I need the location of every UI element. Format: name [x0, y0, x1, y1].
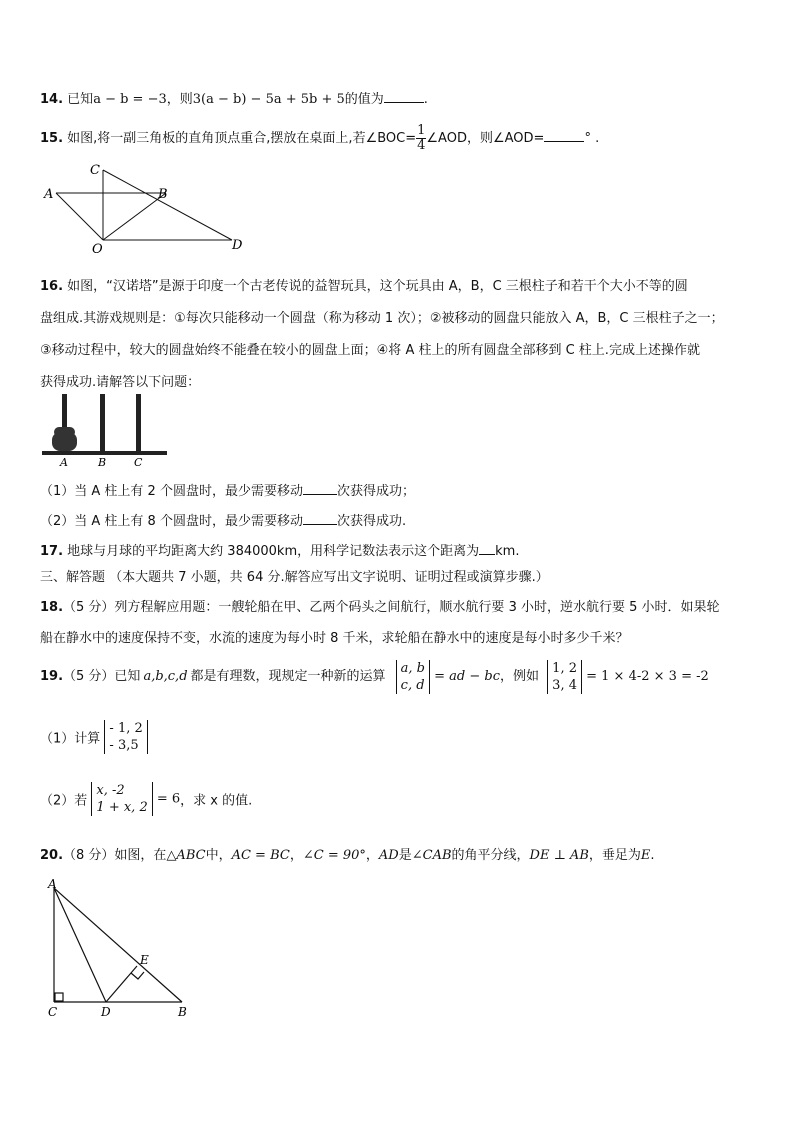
hanoi-tower-figure — [38, 392, 168, 472]
label-o: O — [92, 242, 103, 255]
label-a: A — [60, 456, 68, 469]
determinant-sub2: x, -2 1 + x, 2 — [91, 782, 152, 816]
label-a: A — [48, 877, 57, 891]
question-number: 18. — [40, 600, 64, 615]
question-16-sub2: （2）当 A 柱上有 8 个圆盘时，最少需要移动 次获得成功. — [40, 514, 407, 529]
label-d: D — [101, 1005, 111, 1019]
label-e: E — [140, 953, 149, 967]
question-number: 14. — [40, 92, 64, 107]
question-number: 17. — [40, 544, 64, 559]
question-19-sub1: （1）计算 - 1, 2 - 3,5 — [40, 720, 148, 754]
question-15: 15. 如图,将一副三角板的直角顶点重合,摆放在桌面上,若∠BOC= $\frac{1}{4}$ ∠AOD，则∠AOD= ° . — [40, 123, 600, 153]
question-number: 16. — [40, 279, 64, 294]
label-c: C — [48, 1005, 58, 1019]
label-a: A — [44, 187, 54, 202]
determinant-example: 1, 2 3, 4 — [547, 660, 582, 694]
question-16: 16. 如图，“汉诺塔”是源于印度一个古老传说的益智玩具，这个玩具由 A，B，C 三根柱子和若干个大小不等的圆 盘组成.其游戏规则是：①每次只能移动一个圆盘（称为移动 1 次）；②被移动的圆盘只能放入 A，B，C 三根柱子之一； ③移动过程中，较大的圆盘始终不能叠在较小的圆盘上面；④将 A 柱上的所有圆盘全部移到 C 柱上.完成上述操作就 获得成功.请解答以下问题： — [40, 279, 724, 390]
section-heading: 三、解答题 （本大题共 7 小题，共 64 分.解答应写出文字说明、证明过程或演算步骤.） — [40, 570, 549, 585]
label-c: C — [90, 163, 100, 178]
question-18: 18.（5 分）列方程解应用题：一艘轮船在甲、乙两个码头之间航行，顺水航行要 3 小时，逆水航行要 5 小时．如果轮 船在静水中的速度保持不变，水流的速度为每小时 8 千米，求轮船在静水中的速度是每小时多少千米？ — [40, 600, 720, 646]
answer-blank — [544, 141, 584, 142]
question-number: 15. — [40, 131, 64, 146]
question-number: 20. — [40, 848, 64, 863]
question-17: 17. 地球与月球的平均距离大约 384000km，用科学记数法表示这个距离为 km. — [40, 544, 520, 559]
question-20: 20.（8 分）如图，在△ABC中，AC = BC，∠C = 90°，AD是∠CAB的角平分线，DE ⊥ AB，垂足为E. — [40, 848, 655, 863]
answer-blank — [479, 554, 495, 555]
question-16-sub1: （1）当 A 柱上有 2 个圆盘时，最少需要移动 次获得成功； — [40, 484, 415, 499]
question-19: 19.（5 分）已知 a,b,c,d 都是有理数，现规定一种新的运算 a, b c, d = ad − bc，例如 1, 2 3, 4 = 1 × 4-2 × 3 = -2 — [40, 660, 709, 693]
label-b: B — [178, 1005, 187, 1019]
question-19-sub2: （2）若 x, -2 1 + x, 2 = 6，求 x 的值. — [40, 783, 253, 815]
disk-small — [54, 427, 75, 437]
answer-blank — [384, 102, 424, 103]
question-14: 14. 已知a − b = −3，则3(a − b) − 5a + 5b + 5的值为 . — [40, 92, 428, 107]
question-number: 19. — [40, 669, 64, 684]
label-b: B — [98, 456, 107, 469]
answer-blank — [303, 524, 337, 525]
fraction-one-quarter: $\frac{1}{4}$ — [417, 123, 426, 153]
triangle-boards-figure — [36, 160, 251, 255]
determinant-definition: a, b c, d — [396, 660, 430, 694]
label-b: B — [158, 187, 168, 202]
right-triangle-figure — [40, 876, 200, 1021]
answer-blank — [303, 494, 337, 495]
determinant-sub1: - 1, 2 - 3,5 — [104, 720, 147, 754]
label-c: C — [134, 456, 143, 469]
label-d: D — [232, 238, 243, 253]
